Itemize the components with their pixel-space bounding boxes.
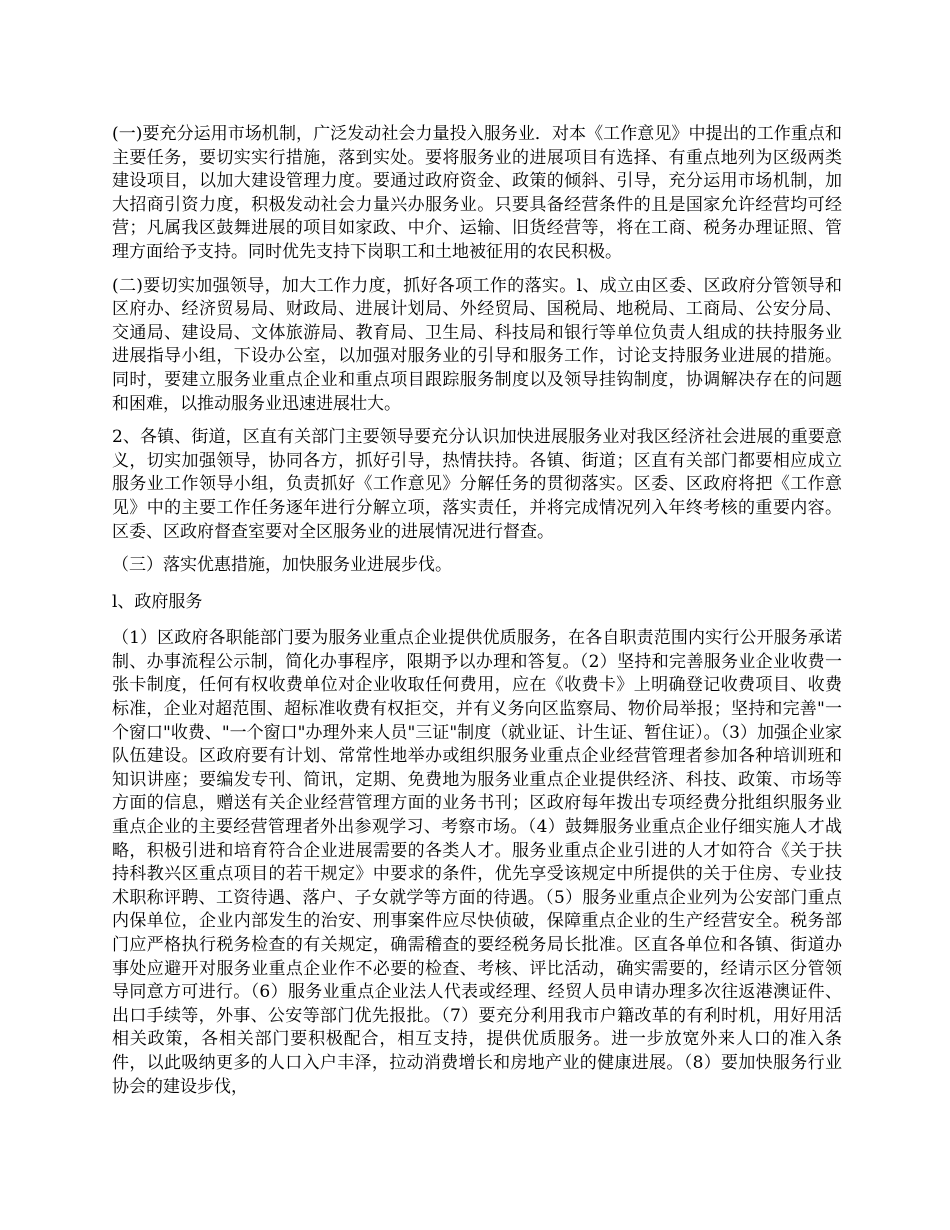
section-heading-preferential-measures: （三）落实优惠措施，加快服务业进展步伐。 xyxy=(112,555,452,576)
paragraph-market-mechanism: (一)要充分运用市场机制，广泛发动社会力量投入服务业．对本《工作意见》中提出的工作重点和主要任务，要切实实行措施，落到实处。要将服务业的进展项目有选择、有重点地列为区级两类建设项目，以加大建设管理力度。要通过政府资金、政策的倾斜、引导，充分运用市场机制，加大招商引资力度，积极发动社会力量兴办服务业。只要具备经营条件的且是国家允许经营均可经营；凡属我区鼓舞进展的项目如家政、中介、运输、旧货经营等，将在工商、税务办理证照、管理方面给予支持。同时优先支持下岗职工和土地被征用的农民积极。 xyxy=(112,124,842,262)
paragraph-towns-streets: 2、各镇、街道，区直有关部门主要领导要充分认识加快进展服务业对我区经济社会进展的重要意义，切实加强领导，协同各方，抓好引导，热情扶持。各镇、街道；区直有关部门都要相应成立服务业工作领导小组，负责抓好《工作意见》分解任务的贯彻落实。区委、区政府将把《工作意见》中的主要工作任务逐年进行分解立项，落实责任，并将完成情况列入年终考核的重要内容。区委、区政府督查室要对全区服务业的进展情况进行督查。 xyxy=(112,427,842,542)
paragraph-leadership: (二)要切实加强领导，加大工作力度，抓好各项工作的落实。l、成立由区委、区政府分管领导和区府办、经济贸易局、财政局、进展计划局、外经贸局、国税局、地税局、工商局、公安分局、交通局、建设局、文体旅游局、教育局、卫生局、科技局和银行等单位负责人组成的扶持服务业进展指导小组，下设办公室，以加强对服务业的引导和服务工作，讨论支持服务业进展的措施。同时，要建立服务业重点企业和重点项目跟踪服务制度以及领导挂钩制度，协调解决存在的问题和困难，以推动服务业迅速进展壮大。 xyxy=(112,275,842,414)
subheading-government-service: l、政府服务 xyxy=(112,591,203,612)
paragraph-government-service-items: （1）区政府各职能部门要为服务业重点企业提供优质服务，在各自职责范围内实行公开服务承诺制、办事流程公示制，简化办事程序，限期予以办理和答复。（2）坚持和完善服务业企业收费一张卡制度，任何有权收费单位对企业收取任何费用，应在《收费卡》上明确登记收费项目、收费标准，企业对超范围、超标准收费有权拒交，并有义务向区监察局、物价局举报；坚持和完善"一个窗口"收费、"一个窗口"办理外来人员"三证"制度（就业证、计生证、暂住证）。（3）加强企业家队伍建设。区政府要有计划、常常性地举办或组织服务业重点企业经营管理者参加各种培训班和知识讲座；要编发专刊、简讯，定期、免费地为服务业重点企业提供经济、科技、政策、市场等方面的信息，赠送有关企业经营管理方面的业务书刊；区政府每年拨出专项经费分批组织服务业重点企业的主要经营管理者外出参观学习、考察市场。（4）鼓舞服务业重点企业仔细实施人才战略，积极引进和培育符合企业进展需要的各类人才。服务业重点企业引进的人才如符合《关于扶持科教兴区重点项目的若干规定》中要求的条件，优先享受该规定中所提供的关于住房、专业技术职称评聘、工资待遇、落户、子女就学等方面的待遇。（5）服务业重点企业列为公安部门重点内保单位，企业内部发生的治安、刑事案件应尽快侦破，保障重点企业的生产经营安全。税务部门应严格执行税务检查的有关规定，确需稽查的要经税务局长批准。区直各单位和各镇、街道办事处应避开对服务业重点企业作不必要的检查、考核、评比活动，确实需要的，经请示区分管领导同意方可进行。（6）服务业重点企业法人代表或经理、经贸人员申请办理多次往返港澳证件、出口手续等，外事、公安等部门优先报批。（7）要充分利用我市户籍改革的有利时机，用好用活相关政策，各相关部门要积极配合，相互支持，提供优质服务。进一步放宽外来人口的准入条件，以此吸纳更多的人口入户丰泽，拉动消费增长和房地产业的健康进展。（8）要加快服务行业协会的建设步伐， xyxy=(112,628,842,1097)
document-body xyxy=(112,123,842,1109)
